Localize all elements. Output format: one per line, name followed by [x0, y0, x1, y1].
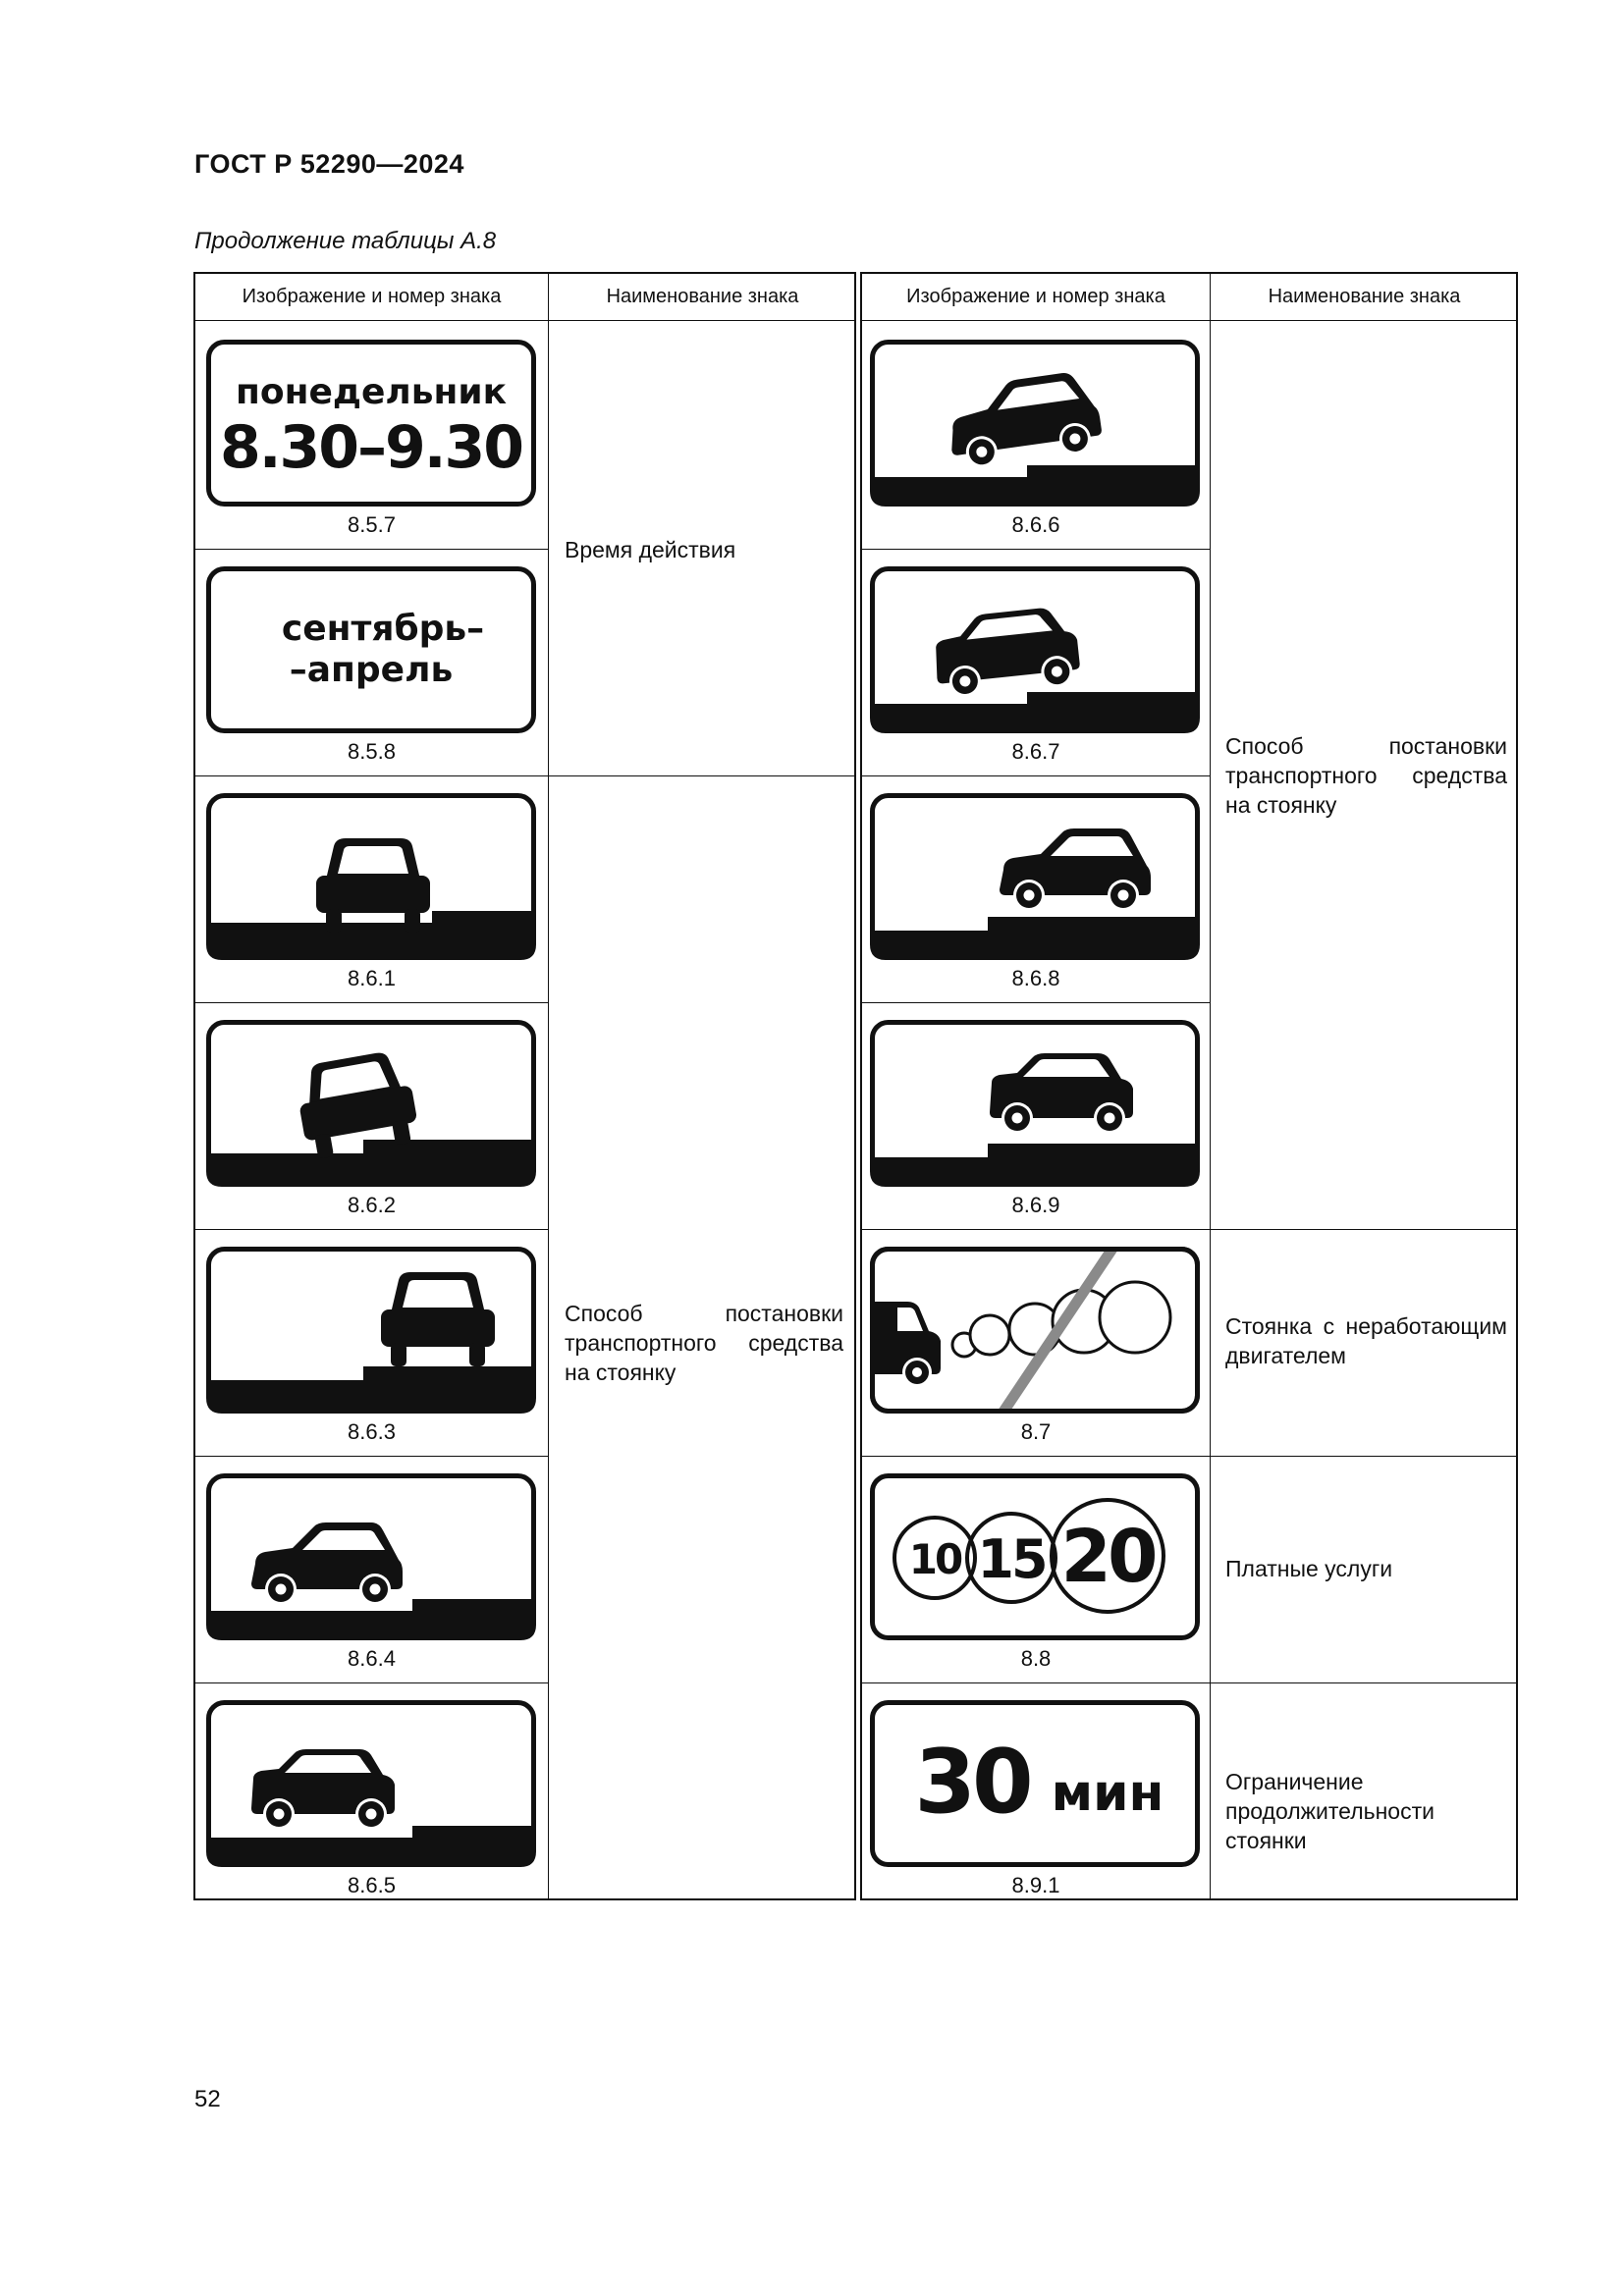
page-number: 52	[194, 2086, 221, 2112]
sign-8-6-2	[206, 1020, 536, 1187]
table-right-half	[860, 272, 1518, 1900]
sign-name: Стоянка с неработающим двигателем	[1225, 1313, 1507, 1368]
sign-number: 8.6.9	[1011, 1193, 1060, 1217]
sign-8-6-1	[206, 793, 536, 960]
sign-name: Время действия	[565, 537, 736, 562]
svg-text:8.30–9.30: 8.30–9.30	[219, 413, 523, 482]
sign-number: 8.6.7	[1011, 739, 1060, 764]
sign-name: Способ постановки транспортного средства на стоянку	[565, 1301, 843, 1385]
sign-number: 8.6.6	[1011, 512, 1060, 537]
sign-8-6-9	[870, 1020, 1200, 1187]
header-name-column: Наименование знака	[1268, 286, 1461, 307]
sign-8-9-1	[870, 1700, 1200, 1867]
sign-name: Способ постановки транспортного средства на стоянку	[1225, 733, 1507, 818]
sign-number: 8.5.8	[348, 739, 396, 764]
svg-text:понедельник: понедельник	[235, 372, 508, 412]
sign-8-6-7	[870, 566, 1200, 733]
table-left-half	[193, 272, 856, 1900]
sign-8-5-8	[206, 566, 536, 733]
svg-text:сентябрь–: сентябрь–	[281, 609, 485, 649]
sign-name: Ограничение продолжительности стоянки	[1225, 1769, 1435, 1853]
table-caption: Продолжение таблицы А.8	[194, 228, 497, 254]
standard-id: ГОСТ Р 52290—2024	[194, 149, 464, 179]
svg-text:15: 15	[977, 1528, 1046, 1590]
sign-8-6-6	[870, 340, 1200, 507]
sign-number: 8.6.3	[348, 1419, 396, 1444]
header-image-column: Изображение и номер знака	[242, 286, 502, 307]
svg-text:10: 10	[908, 1535, 961, 1583]
header-image-column: Изображение и номер знака	[906, 286, 1165, 307]
sign-8-8	[870, 1473, 1200, 1640]
sign-8-6-8	[870, 793, 1200, 960]
sign-number: 8.5.7	[348, 512, 396, 537]
svg-text:–апрель: –апрель	[289, 650, 454, 690]
sign-number: 8.6.5	[348, 1873, 396, 1897]
sign-number: 8.7	[1020, 1419, 1052, 1444]
sign-number: 8.6.2	[348, 1193, 396, 1217]
sign-8-6-4	[206, 1473, 536, 1640]
sign-name: Платные услуги	[1225, 1556, 1393, 1581]
header-name-column: Наименование знака	[606, 286, 799, 307]
svg-text:20: 20	[1060, 1515, 1155, 1599]
sign-number: 8.9.1	[1011, 1873, 1060, 1897]
signs-table	[193, 272, 1518, 1900]
sign-8-6-3	[206, 1247, 536, 1414]
sign-8-7	[870, 1247, 1200, 1414]
sign-number: 8.6.8	[1011, 966, 1060, 990]
sign-number: 8.8	[1020, 1646, 1052, 1671]
sign-number: 8.6.4	[348, 1646, 396, 1671]
svg-text:мин: мин	[1051, 1764, 1164, 1823]
sign-8-5-7	[206, 340, 536, 507]
sign-number: 8.6.1	[348, 966, 396, 990]
svg-text:30: 30	[914, 1731, 1030, 1834]
sign-8-6-5	[206, 1700, 536, 1867]
